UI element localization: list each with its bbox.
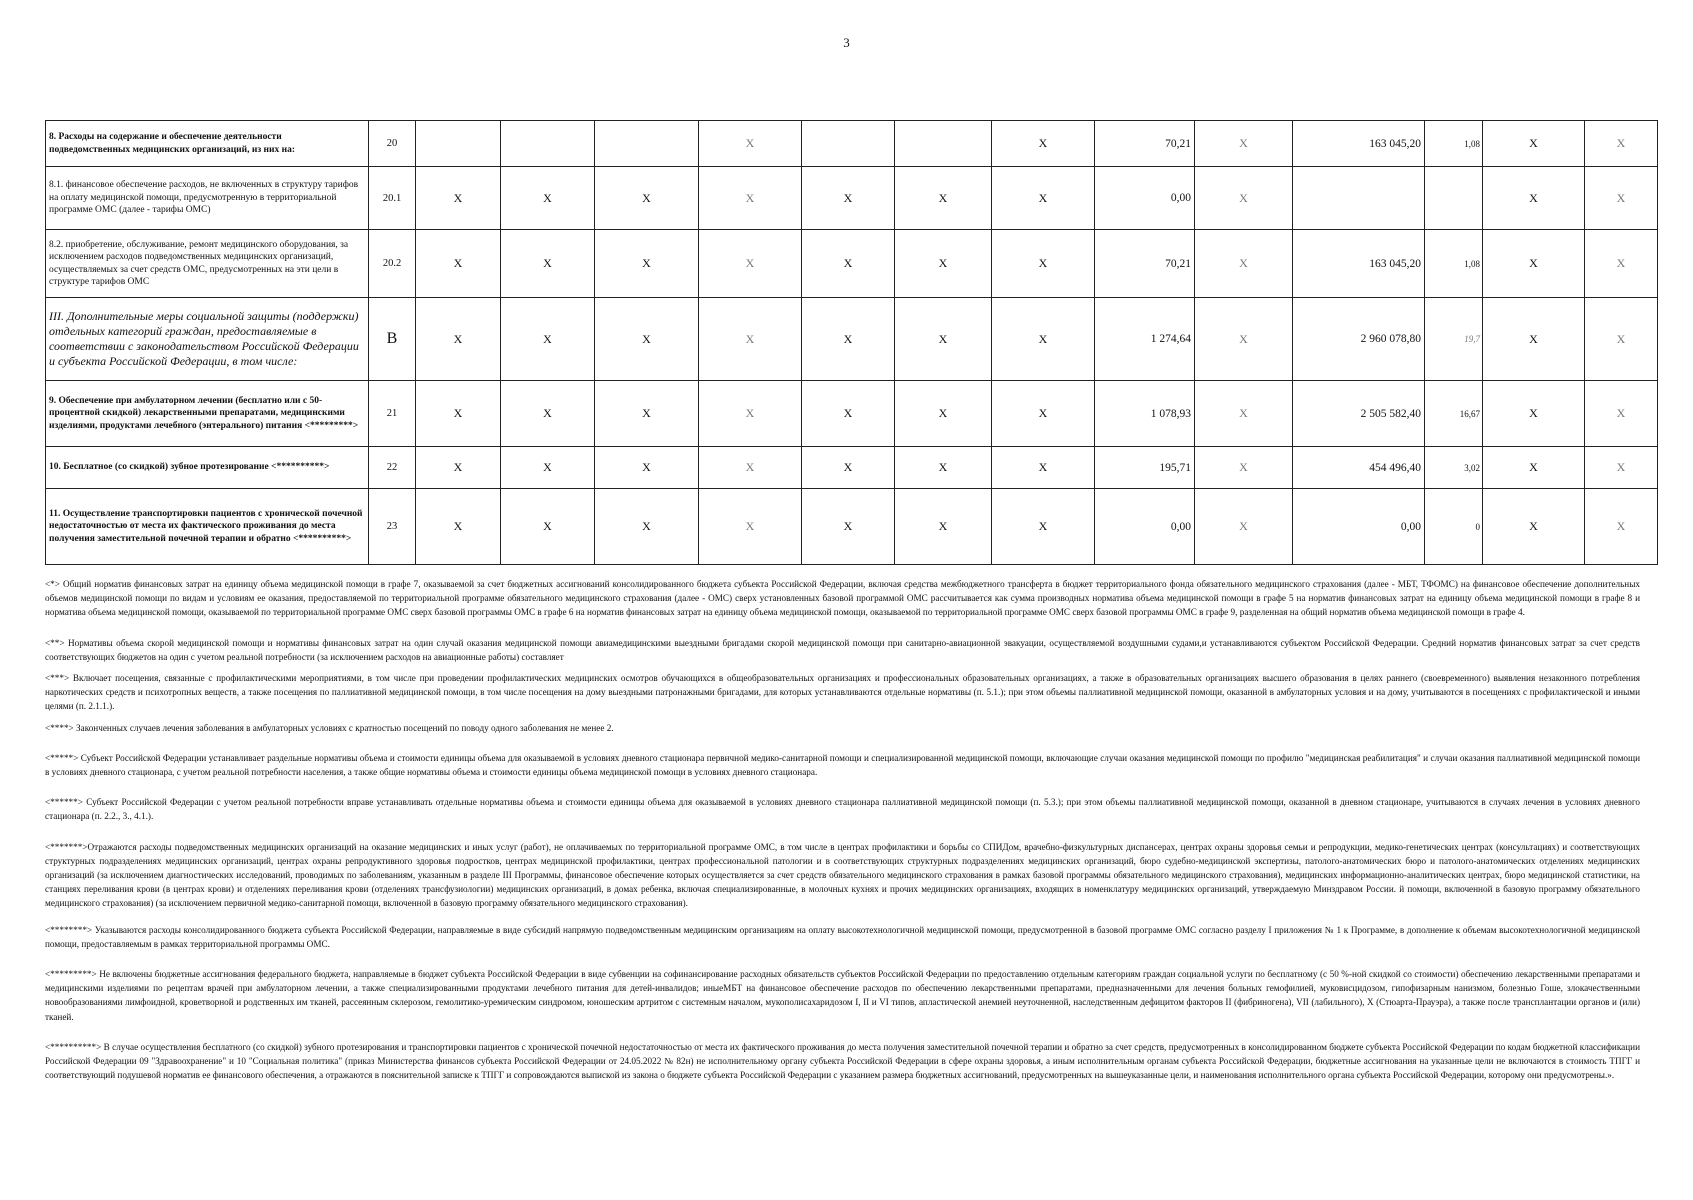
table-cell: Х: [595, 489, 699, 565]
table-cell: Х: [1195, 489, 1293, 565]
table-cell: Х: [802, 298, 895, 381]
table-row: [46, 381, 1658, 447]
table-cell: Х: [1483, 298, 1585, 381]
table-cell: 20.2: [369, 230, 416, 298]
table-cell: 20: [369, 121, 416, 167]
table-cell: Х: [1585, 381, 1658, 447]
footnotes: [45, 577, 1640, 1082]
page-number: 3: [843, 35, 850, 50]
table-cell: Х: [992, 447, 1095, 489]
table-cell: Х: [895, 230, 992, 298]
table-cell: Х: [595, 167, 699, 230]
table-cell: Х: [416, 167, 501, 230]
table-cell: 1,08: [1425, 230, 1483, 298]
table-row: [46, 298, 1658, 381]
table-cell: Х: [595, 230, 699, 298]
table-cell: 0: [1425, 489, 1483, 565]
table-cell: 163 045,20: [1293, 121, 1425, 167]
table-cell: 1 274,64: [1095, 298, 1195, 381]
table-row: [46, 167, 1658, 230]
table-cell: 70,21: [1095, 121, 1195, 167]
table-cell: Х: [992, 167, 1095, 230]
table-cell: Х: [802, 230, 895, 298]
table-cell: Х: [699, 298, 802, 381]
table-cell: Х: [1483, 381, 1585, 447]
table-cell: Х: [802, 447, 895, 489]
table-cell: 21: [369, 381, 416, 447]
table-cell: 3,02: [1425, 447, 1483, 489]
table-cell: Х: [802, 167, 895, 230]
footnote-6: <******> Субъект Российской Федерации с учетом реальной потребности вправе устанавливать отдельные нормативы объема и стоимости единицы объема для оказываемой в условиях дневного стационара паллиативной медицинской помощи (п. 5.3.); при этом объемы паллиативной медицинской помощи, оказанной в дневном стационаре, учитываются в случаях лечения в условиях дневного стационара (п. 2.2., 3., 4.1.).: [45, 797, 1640, 822]
table-cell: Х: [416, 447, 501, 489]
table-cell: Х: [416, 230, 501, 298]
table-cell: 1 078,93: [1095, 381, 1195, 447]
table-cell: Х: [1585, 447, 1658, 489]
table-cell: 454 496,40: [1293, 447, 1425, 489]
table-cell: Х: [1585, 298, 1658, 381]
table-cell: Х: [699, 230, 802, 298]
table-cell: Х: [895, 447, 992, 489]
table-cell: Х: [1195, 167, 1293, 230]
table-cell: Х: [1195, 121, 1293, 167]
row-label: 11. Осуществление транспортировки пациентов с хронической почечной недостаточностью от места их фактического проживания до места получения заместительной почечной терапии и обратно <**********>: [46, 489, 369, 565]
table-cell: 2 960 078,80: [1293, 298, 1425, 381]
table-cell: Х: [699, 489, 802, 565]
table-cell: Х: [802, 489, 895, 565]
table-cell: Х: [992, 489, 1095, 565]
table-cell: Х: [699, 447, 802, 489]
table-cell: Х: [895, 489, 992, 565]
table-cell: Х: [992, 121, 1095, 167]
table-cell: Х: [1585, 121, 1658, 167]
table-cell: Х: [595, 381, 699, 447]
table-cell: [1293, 167, 1425, 230]
table-cell: Х: [1195, 298, 1293, 381]
table-cell: Х: [1585, 230, 1658, 298]
row-label: 8.1. финансовое обеспечение расходов, не включенных в структуру тарифов на оплату медицинской помощи, предусмотренную в территориальной программе ОМС (далее - тарифы ОМС): [46, 167, 369, 230]
table-cell: Х: [501, 230, 595, 298]
table-cell: Х: [992, 230, 1095, 298]
table-cell: 0,00: [1095, 167, 1195, 230]
table-cell: Х: [895, 381, 992, 447]
financing-table: [45, 120, 1658, 565]
table-cell: Х: [895, 298, 992, 381]
table-cell: Х: [501, 489, 595, 565]
footnote-3: <***> Включает посещения, связанные с профилактическими мероприятиями, в том числе при проведении профилактических медицинских осмотров обучающихся в общеобразовательных организациях и профессиональных образовательных организациях, а также в образовательных организациях высшего образования в целях раннего (своевременного) выявления незаконного потребления наркотических средств и психотропных веществ, а также посещения по паллиативной медицинской помощи, в том числе посещения на дому выездными патронажными бригадами, для которых устанавливаются отдельные нормативы (п. 5.1.); при этом объемы паллиативной медицинской помощи, оказанной в амбулаторных условия и на дому, учитываются в посещениях с профилактической и иными целями (п. 2.1.1.).: [45, 673, 1640, 712]
table-cell: Х: [501, 167, 595, 230]
table-cell: Х: [1483, 447, 1585, 489]
table-cell: [802, 121, 895, 167]
table-cell: Х: [1585, 167, 1658, 230]
table-cell: Х: [1195, 381, 1293, 447]
table-cell: Х: [1483, 167, 1585, 230]
table-row: [46, 489, 1658, 565]
table-cell: 20.1: [369, 167, 416, 230]
table-cell: Х: [595, 447, 699, 489]
row-label: 10. Бесплатное (со скидкой) зубное протезирование <**********>: [46, 447, 369, 489]
table-cell: Х: [1483, 121, 1585, 167]
table-cell: 22: [369, 447, 416, 489]
table-cell: Х: [501, 298, 595, 381]
row-label: 8. Расходы на содержание и обеспечение деятельности подведомственных медицинских организаций, из них на:: [46, 121, 369, 167]
table-cell: Х: [895, 167, 992, 230]
table-cell: В: [369, 298, 416, 381]
table-cell: Х: [1483, 489, 1585, 565]
row-label: 9. Обеспечение при амбулаторном лечении (бесплатно или с 50-процентной скидкой) лекарственными препаратами, медицинскими изделиями, продуктами лечебного (энтерального) питания <*********>: [46, 381, 369, 447]
table-cell: Х: [699, 121, 802, 167]
footnote-5: <*****> Субъект Российской Федерации устанавливает раздельные нормативы объема и стоимости единицы объема для оказываемой в условиях дневного стационара первичной медико-санитарной помощи и специализированной медицинской помощи, включающие случаи оказания медицинской помощи по профилю "медицинская реабилитация" и случаи оказания паллиативной медицинской помощи в условиях дневного стационара, с учетом реальной потребности населения, а также общие нормативы объема и стоимости единицы объема медицинской помощи в условиях дневного стационара.: [45, 752, 1640, 778]
table-cell: [895, 121, 992, 167]
table-cell: Х: [416, 298, 501, 381]
table-cell: Х: [1483, 230, 1585, 298]
table-cell: 1,08: [1425, 121, 1483, 167]
table-cell: [1425, 167, 1483, 230]
table-cell: [501, 121, 595, 167]
table-cell: [595, 121, 699, 167]
table-cell: Х: [992, 381, 1095, 447]
table-cell: Х: [501, 447, 595, 489]
footnote-7: <*******>Отражаются расходы подведомственных медицинских организаций на оказание медицинских и иных услуг (работ), не оплачиваемых по территориальной программе ОМС, в том числе в центрах профилактики и борьбы со СПИДом, врачебно-физкультурных диспансерах, центрах охраны здоровья семьи и репродукции, медико-генетических центрах (консультациях) и соответствующих структурных подразделениях медицинских организаций, центрах охраны репродуктивного здоровья подростков, центрах медицинской профилактики, центрах профессиональной патологии и в соответствующих структурных подразделениях медицинских организаций, бюро судебно-медицинской экспертизы, патолого-анатомических бюро и патолого-анатомических отделениях медицинских организаций (за исключением диагностических исследований, проводимых по заболеваниям, указанным в разделе III Программы, финансовое обеспечение которых осуществляется за счет средств обязательного медицинского страхования в рамках базовой программы обязательного медицинского страхования), медицинских информационно-аналитических центрах, бюро медицинской статистики, на станциях переливания крови (в центрах крови) и отделениях переливания крови (отделениях трансфузиологии) медицинских организаций, в домах ребенка, включая специализированные, в молочных кухнях и прочих медицинских организациях, входящих в номенклатуру медицинских организаций, утверждаемую Минздравом России. й помощи, включенной в базовую программу обязательного медицинского страхования) (за исключением первичной медико-санитарной помощи, включенной в базовую программу обязательного медицинского страхования).: [45, 841, 1640, 909]
table-cell: 0,00: [1095, 489, 1195, 565]
table-cell: [416, 121, 501, 167]
table-cell: Х: [992, 298, 1095, 381]
row-label: III. Дополнительные меры социальной защиты (поддержки) отдельных категорий граждан, предоставляемые в соответствии с законодательством Российской Федерации и субъекта Российской Федерации, в том числе:: [46, 298, 369, 381]
footnote-9: <*********> Не включены бюджетные ассигнования федерального бюджета, направляемые в бюджет субъекта Российской Федерации в виде субвенции на софинансирование расходных обязательств субъектов Российской Федерации по предоставлению отдельным категориям граждан социальной услуги по бесплатному (с 50 %-ной скидкой со стоимости) обеспечению лекарственными препаратами и медицинскими изделиями по рецептам врачей при амбулаторном лечении, а также специализированными продуктами лечебного питания для детей-инвалидов; иныеМБТ на финансовое обеспечение расходов по обеспечению лекарственными препаратами, предназначенными для лечения больных гемофилией, муковисцидозом, гипофизарным нанизмом, болезнью Гоше, злокачественными новообразованиями лимфоидной, кроветворной и родственных им тканей, рассеянным склерозом, гемолитико-уремическим синдромом, юношеским артритом с системным началом, мукополисахаридозом I, II и VI типов, апластической анемией неуточненной, наследственным дефицитом факторов II (фибриногена), VII (лабильного), X (Стюарта-Прауэра), а также после трансплантации органов и (или) тканей.: [45, 969, 1640, 1022]
table-cell: Х: [699, 167, 802, 230]
table-cell: 19,7: [1425, 298, 1483, 381]
table-cell: Х: [501, 381, 595, 447]
table-cell: 163 045,20: [1293, 230, 1425, 298]
table-cell: 16,67: [1425, 381, 1483, 447]
table-cell: Х: [802, 381, 895, 447]
table-cell: Х: [699, 381, 802, 447]
footnote-4: <****> Законченных случаев лечения заболевания в амбулаторных условиях с кратностью посещений по поводу одного заболевания не менее 2.: [45, 722, 614, 733]
table-row: [46, 230, 1658, 298]
row-label: 8.2. приобретение, обслуживание, ремонт медицинского оборудования, за исключением расходов подведомственных медицинских организаций, осуществляемых за счет средств ОМС, предусмотренных на эти цели в структуре тарифов ОМС: [46, 230, 369, 298]
table-cell: Х: [416, 381, 501, 447]
table-cell: 195,71: [1095, 447, 1195, 489]
table-cell: Х: [1195, 447, 1293, 489]
table-cell: Х: [595, 298, 699, 381]
footnote-10: <**********> В случае осуществления бесплатного (со скидкой) зубного протезирования и транспортировки пациентов с хронической почечной недостаточностью от места их фактического проживания до места получения заместительной почечной терапии и обратно за счет средств, предусмотренных в консолидированном бюджете субъекта Российской Федерации по кодам бюджетной классификации Российской Федерации 09 "Здравоохранение" и 10 "Социальная политика" (приказ Министерства финансов субъекта Российской Федерации от 24.05.2022 № 82н) не исполнительному органу субъекта Российской Федерации в сфере охраны здоровья, а иным исполнительным органам субъекта Российской Федерации, бюджетные ассигнования на указанные цели не включаются в стоимость ТПГГ и соответствующий подушевой норматив ее финансового обеспечения, а отражаются в пояснительной записке к ТПГГ и сопровождаются выпиской из закона о бюджете субъекта Российской Федерации с указанием размера бюджетных ассигнований, предусмотренных на вышеуказанные цели, и наименования исполнительного органа субъекта Российской Федерации, которому они предусмотрены.».: [45, 1041, 1640, 1081]
table-cell: 23: [369, 489, 416, 565]
table-cell: 70,21: [1095, 230, 1195, 298]
table-cell: 2 505 582,40: [1293, 381, 1425, 447]
footnote-1: <*> Общий норматив финансовых затрат на единицу объема медицинской помощи в графе 7, оказываемой за счет бюджетных ассигнований консолидированного бюджета субъекта Российской Федерации, включая средства межбюджетного трансферта в бюджет территориального фонда обязательного медицинского страхования (далее - МБТ, ТФОМС) на финансовое обеспечение дополнительных объемов медицинской помощи по видам и условиям ее оказания, предоставляемой по территориальной программе обязательного медицинского страхования (далее - ОМС) сверх установленных базовой программой ОМС рассчитывается как сумма производных норматива объема медицинской помощи в графе 5 на норматив финансовых затрат на единицу объема медицинской помощи в графе 8 и норматива объема медицинской помощи, оказываемой по территориальной программе ОМС сверх базовой программы ОМС в графе 6 на норматив финансовых затрат на единицу объема медицинской помощи, оказываемой по территориальной программе ОМС сверх базовой программы ОМС в графе 9, разделенная на общий норматив объема медицинской помощи в графе 4.: [45, 579, 1640, 618]
footnote-2: <**> Нормативы объема скорой медицинской помощи и нормативы финансовых затрат на один случай оказания медицинской помощи авиамедицинскими выездными бригадами скорой медицинской помощи при санитарно-авиационной эвакуации, осуществляемой воздушными судами,и устанавливаются субъектом Российской Федерации. Средний норматив финансовых затрат за счет средств соответствующих бюджетов на один с учетом реальной потребности (за исключением расходов на авиационные работы) составляет: [45, 637, 1640, 662]
table-cell: Х: [1585, 489, 1658, 565]
table-row: [46, 121, 1658, 167]
table-row: [46, 447, 1658, 489]
table-cell: Х: [1195, 230, 1293, 298]
footnote-8: <********> Указываются расходы консолидированного бюджета субъекта Российской Федерации, направляемые в виде субсидий напрямую подведомственным медицинским организациям на оплату высокотехнологичной медицинской помощи, предусмотренной в базовой программе ОМС согласно разделу I приложения № 1 к Программе, в дополнение к объемам высокотехнологичной медицинской помощи, предоставляемым в рамках территориальной программы ОМС.: [45, 924, 1640, 949]
table-cell: 0,00: [1293, 489, 1425, 565]
table-cell: Х: [416, 489, 501, 565]
